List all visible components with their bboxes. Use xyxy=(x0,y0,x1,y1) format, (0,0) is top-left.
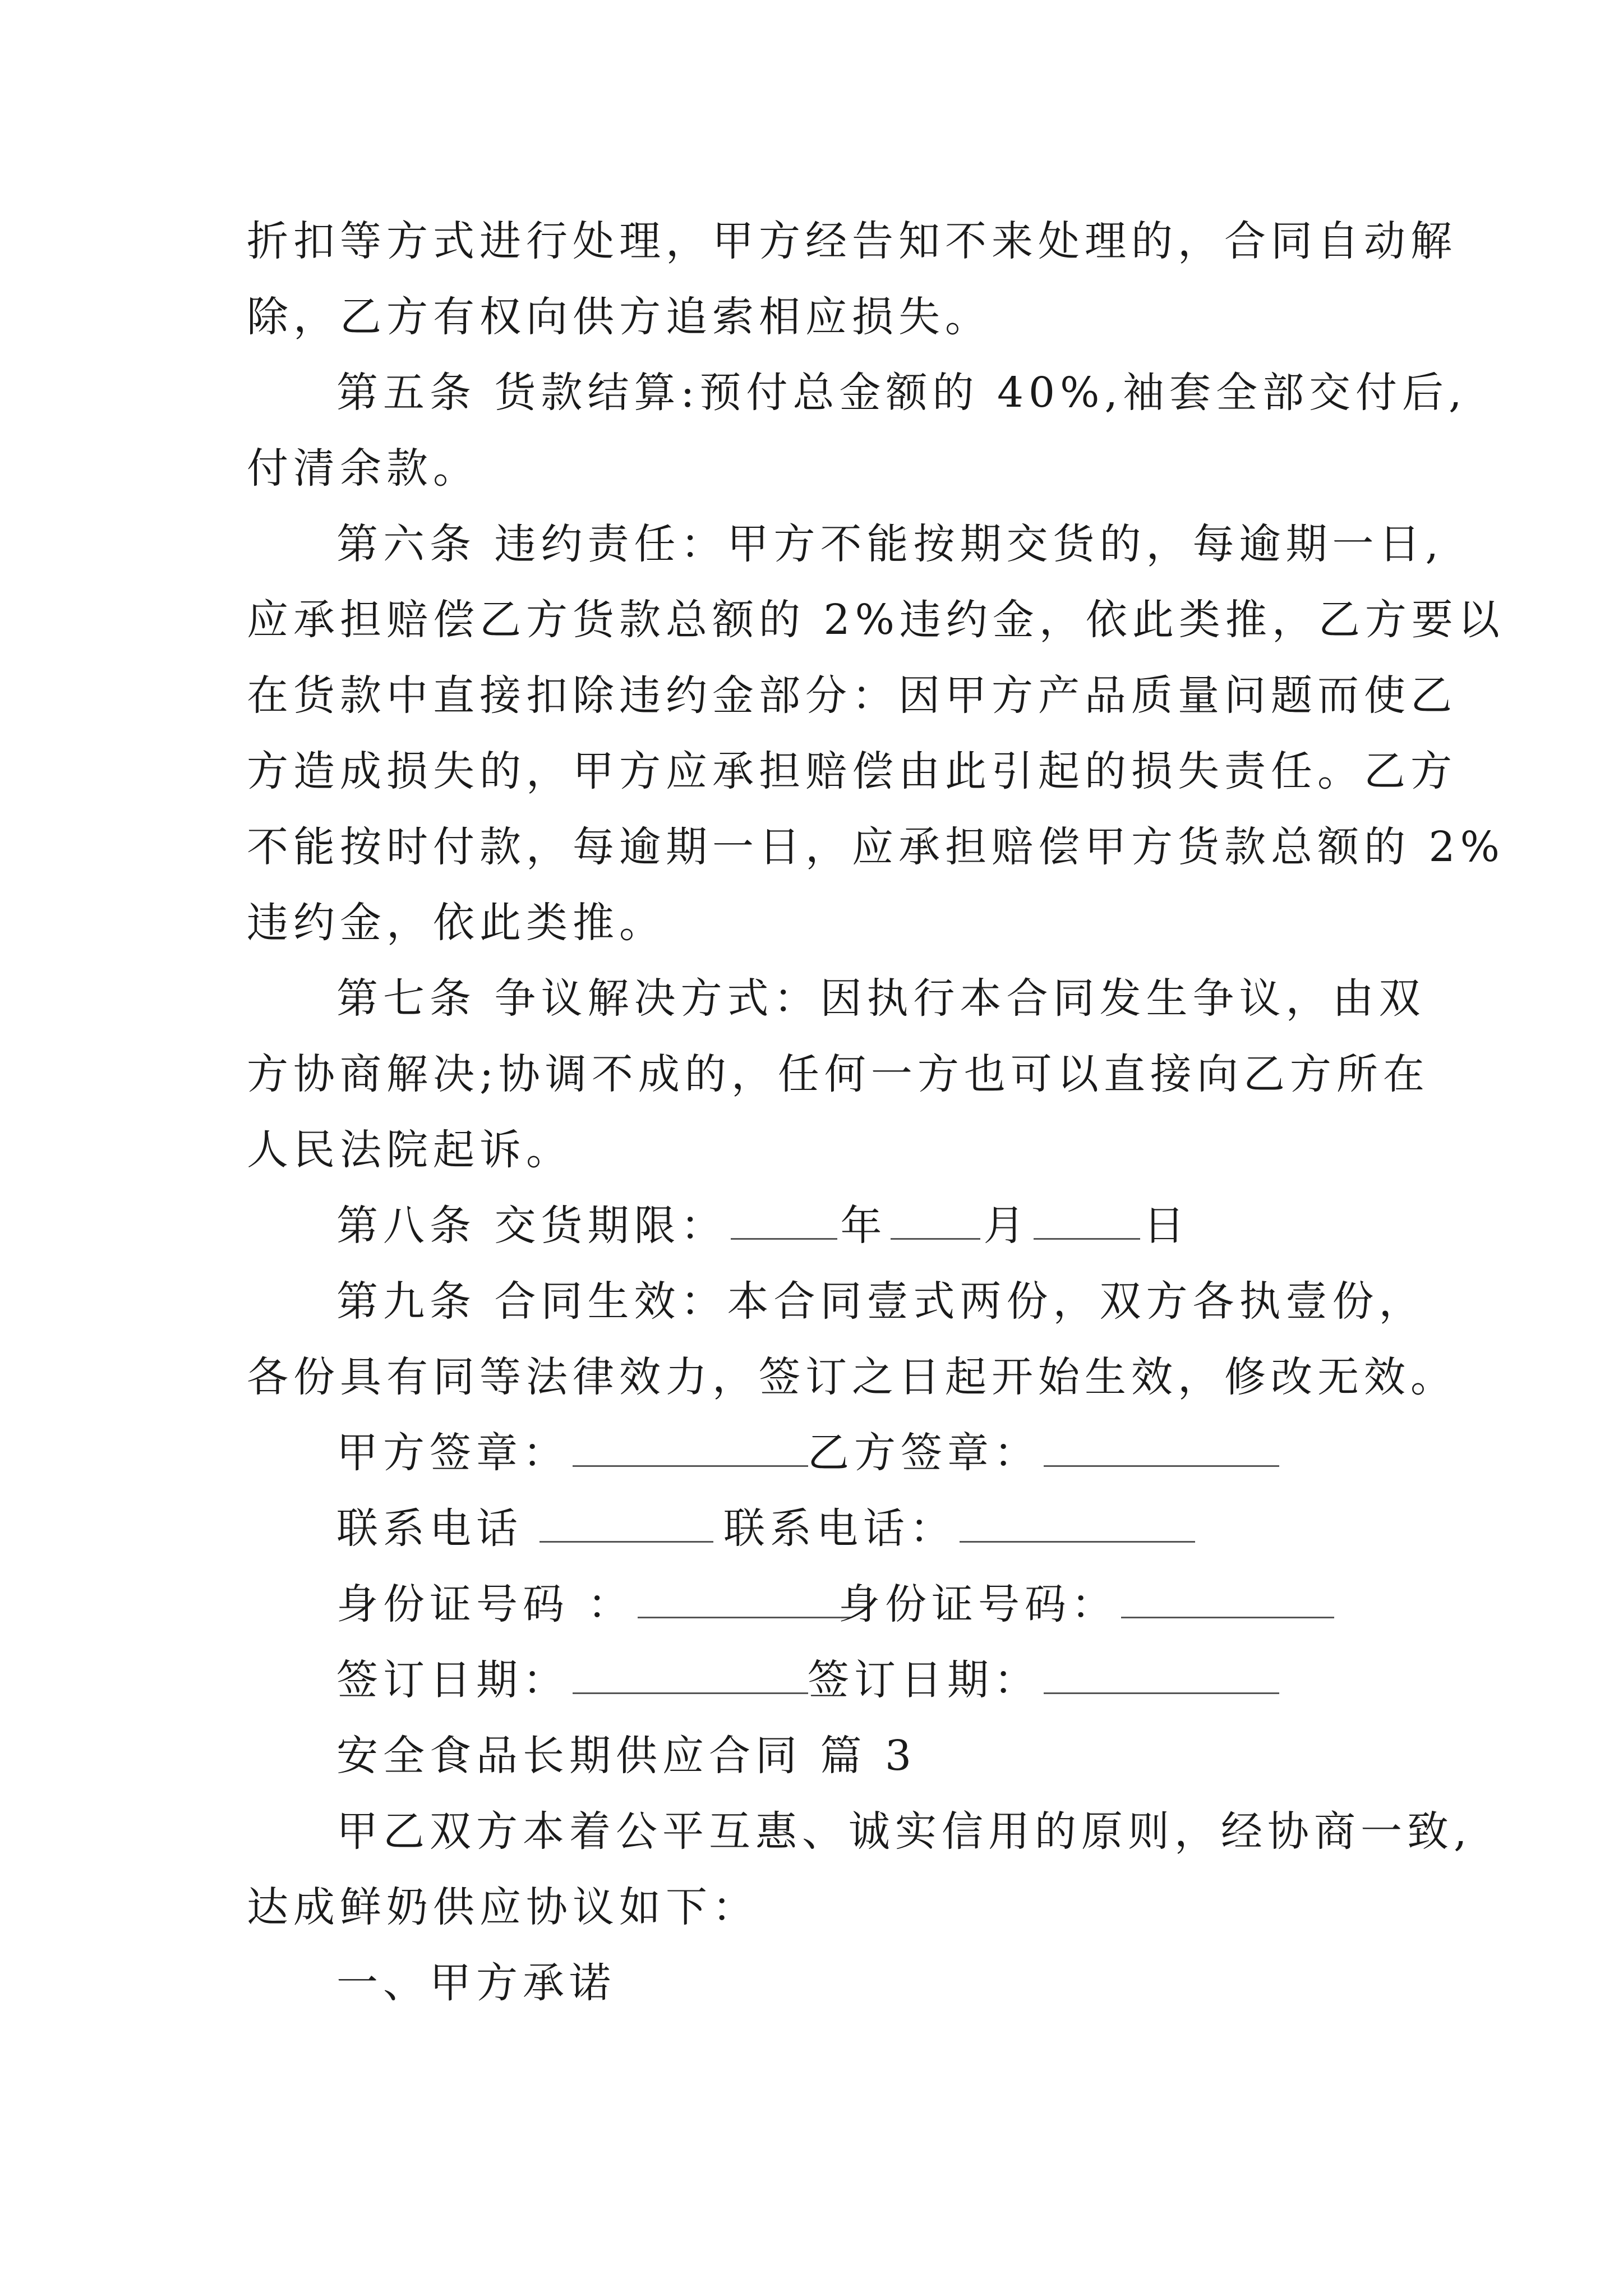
party-a-seal-row xyxy=(336,1422,811,1484)
party-a-seal-blank[interactable] xyxy=(573,1426,808,1467)
date-a-label: 签订日期： xyxy=(336,1656,569,1704)
day-blank[interactable] xyxy=(1034,1199,1140,1240)
article-8-label: 第八条 交货期限： xyxy=(336,1202,727,1250)
id-a-label: 身份证号码 ： xyxy=(336,1580,634,1628)
list-item-heading: 一、甲方承诺 xyxy=(336,1959,616,2007)
id-b-row xyxy=(838,1573,1338,1635)
month-label: 月 xyxy=(983,1202,1030,1250)
day-label: 日 xyxy=(1143,1202,1190,1250)
phone-a-label: 联系电话 xyxy=(336,1504,523,1553)
year-blank[interactable] xyxy=(731,1199,837,1240)
article-6-line: 不能按时付款，每逾期一日，应承担赔偿甲方货款总额的 2% xyxy=(247,823,1505,871)
party-a-seal-label: 甲方签章： xyxy=(336,1429,569,1477)
article-9-line: 各份具有同等法律效力，签订之日起开始生效，修改无效。 xyxy=(247,1353,1457,1401)
party-b-seal-row xyxy=(808,1422,1283,1484)
article-5-line: 第五条 货款结算:预付总金额的 40%,袖套全部交付后, xyxy=(336,369,1467,417)
date-a-row xyxy=(336,1649,811,1711)
article-9-line: 第九条 合同生效：本合同壹式两份，双方各执壹份， xyxy=(336,1277,1426,1326)
intro-line: 达成鲜奶供应协议如下： xyxy=(247,1883,759,1931)
article-6-line: 在货款中直接扣除违约金部分：因甲方产品质量问题而使乙 xyxy=(247,671,1457,720)
paragraph-line: 折扣等方式进行处理，甲方经告知不来处理的，合同自动解 xyxy=(247,217,1457,265)
article-7-line: 方协商解决;协调不成的，任何一方也可以直接向乙方所在 xyxy=(247,1050,1430,1098)
id-b-blank[interactable] xyxy=(1121,1577,1334,1618)
date-b-row xyxy=(808,1649,1283,1711)
article-6-line: 违约金，依此类推。 xyxy=(247,899,666,947)
intro-line: 甲乙双方本着公平互惠、诚实信用的原则，经协商一致, xyxy=(336,1807,1472,1856)
id-b-label: 身份证号码： xyxy=(838,1580,1118,1628)
article-6-line: 应承担赔偿乙方货款总额的 2%违约金，依此类推，乙方要以 xyxy=(247,596,1505,644)
month-blank[interactable] xyxy=(891,1199,980,1240)
article-6-line: 方造成损失的，甲方应承担赔偿由此引起的损失责任。乙方 xyxy=(247,747,1457,795)
id-a-row xyxy=(336,1573,854,1635)
paragraph-line: 除，乙方有权向供方追索相应损失。 xyxy=(247,293,992,341)
article-6-line: 第六条 违约责任：甲方不能按期交货的，每逾期一日, xyxy=(336,520,1444,568)
date-b-blank[interactable] xyxy=(1044,1653,1279,1694)
phone-b-blank[interactable] xyxy=(960,1502,1195,1543)
phone-a-blank[interactable] xyxy=(540,1502,713,1543)
party-b-seal-label: 乙方签章： xyxy=(808,1429,1040,1477)
year-label: 年 xyxy=(840,1202,887,1250)
phone-b-row xyxy=(723,1498,1198,1559)
article-7-line: 人民法院起诉。 xyxy=(247,1126,573,1174)
article-5-line: 付清余款。 xyxy=(247,444,479,493)
phone-b-label: 联系电话： xyxy=(723,1504,956,1553)
party-b-seal-blank[interactable] xyxy=(1044,1426,1279,1467)
phone-a-row xyxy=(336,1498,717,1559)
article-8-line xyxy=(336,1195,1190,1257)
date-a-blank[interactable] xyxy=(573,1653,808,1694)
article-7-line: 第七条 争议解决方式：因执行本合同发生争议，由双 xyxy=(336,974,1426,1023)
date-b-label: 签订日期： xyxy=(808,1656,1040,1704)
section-heading: 安全食品长期供应合同 篇 3 xyxy=(336,1732,917,1780)
id-a-blank[interactable] xyxy=(638,1577,851,1618)
